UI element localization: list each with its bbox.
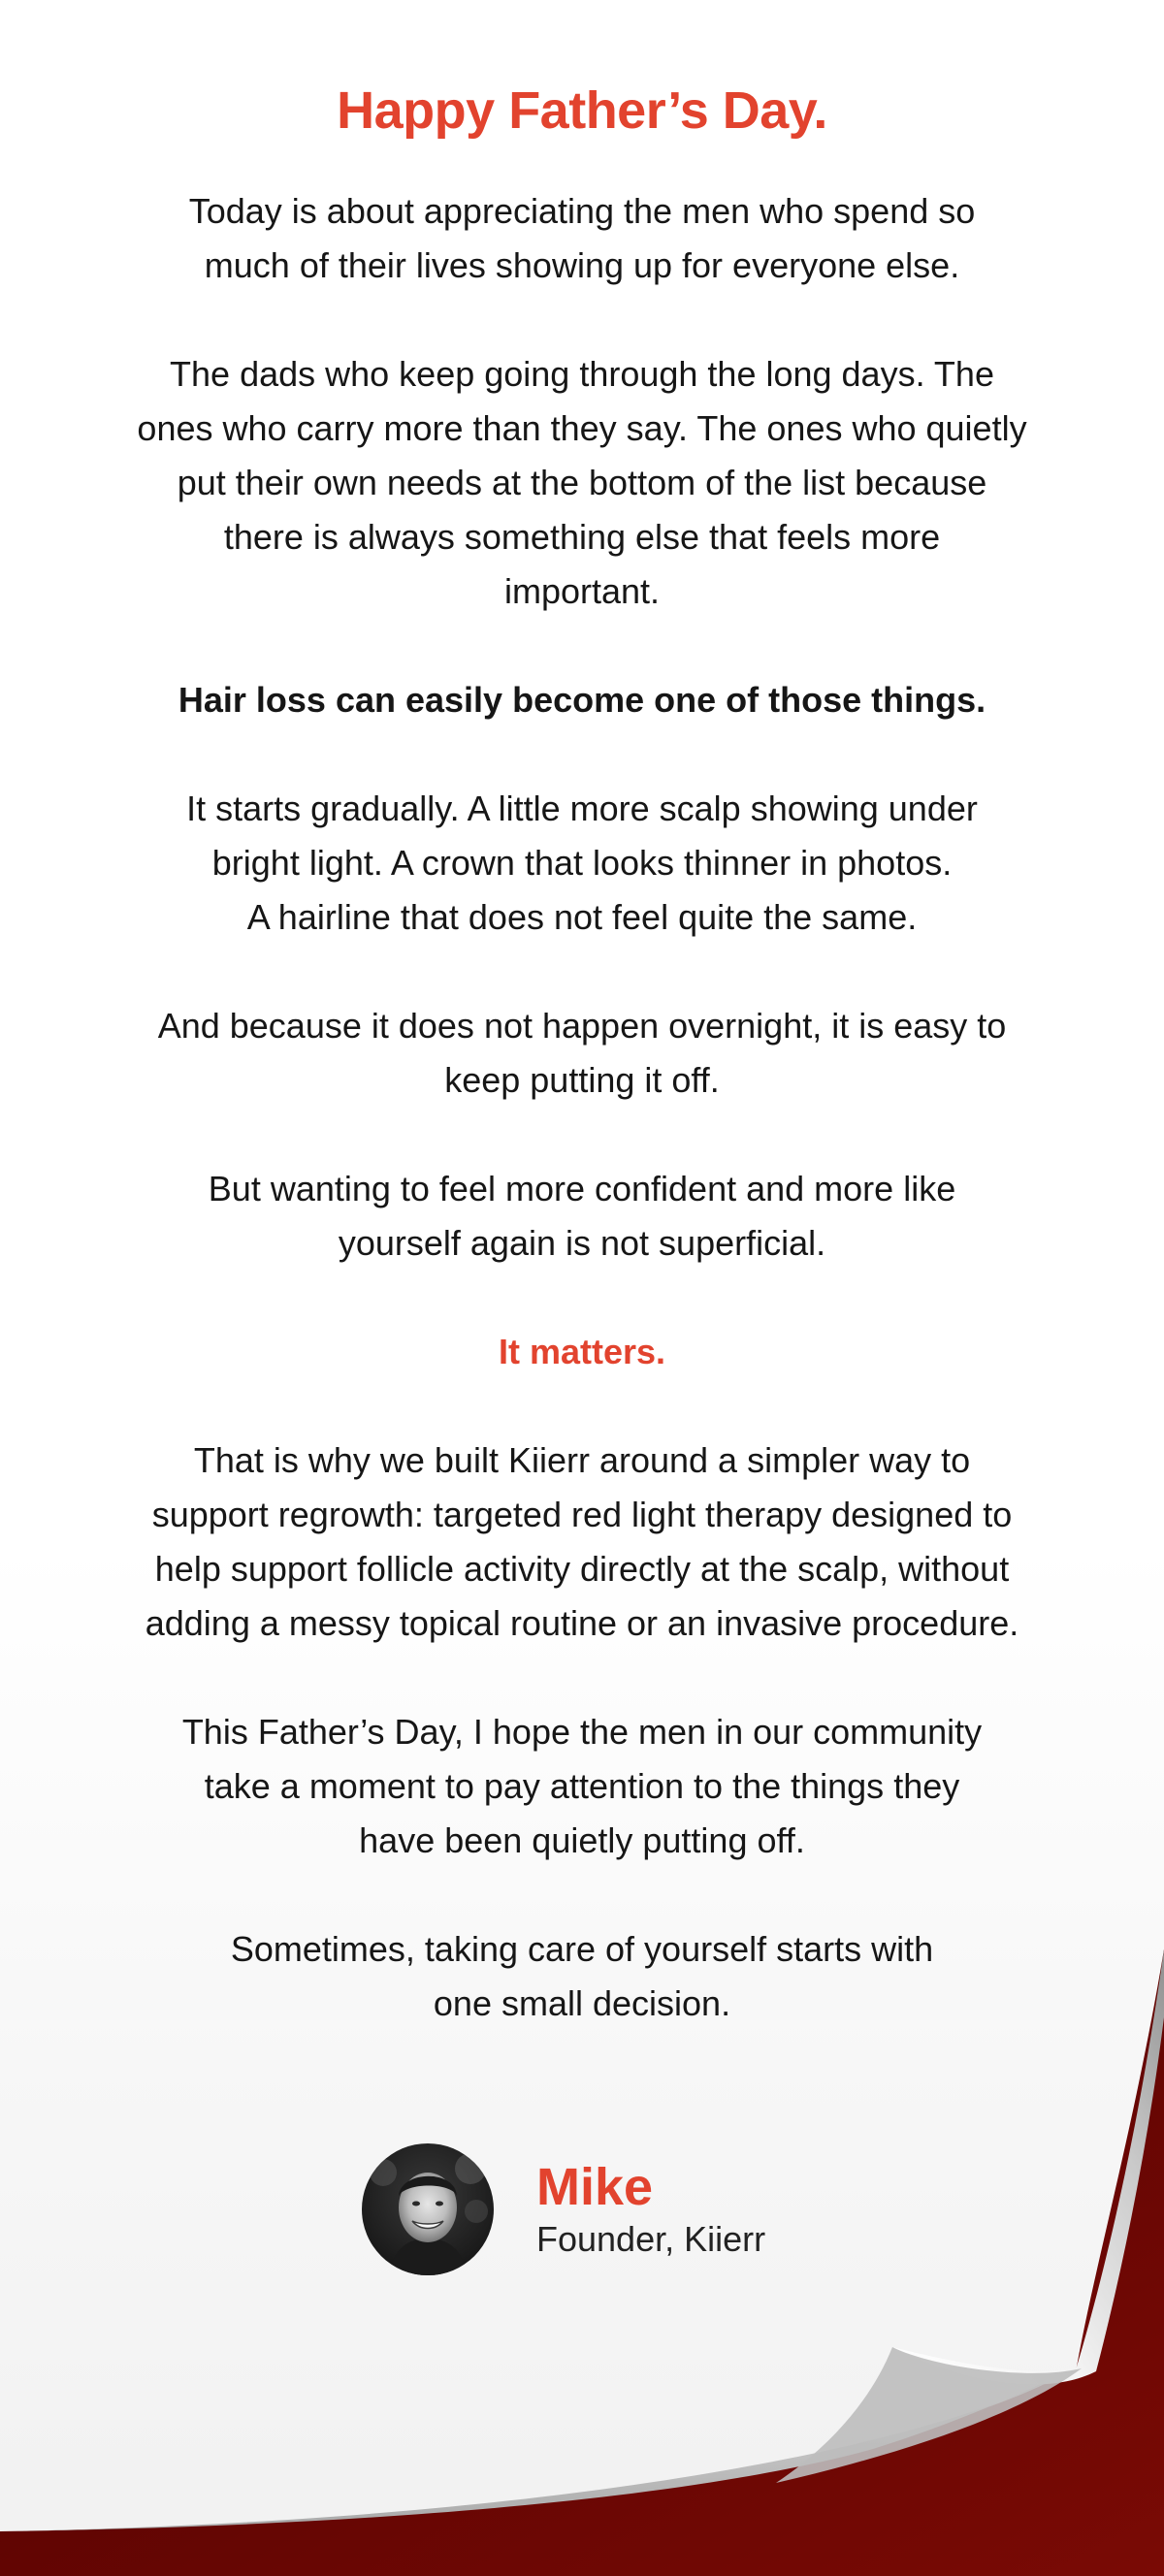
signature-role: Founder, Kiierr xyxy=(536,2219,766,2259)
signature-block xyxy=(362,2141,765,2277)
paragraph-kiierr: That is why we built Kiierr around a simpler way to support regrowth: targeted red light therapy designed to help support follicle activity directly at the scalp, without adding a messy topical routine or an invasive procedure. xyxy=(145,1440,1019,1643)
paragraph-putting-off: And because it does not happen overnight, it is easy to keep putting it off. xyxy=(157,1006,1007,1100)
paragraph-it-matters: It matters. xyxy=(498,1332,666,1371)
paragraph-dads: The dads who keep going through the long days. The ones who carry more than they say. The ones who quietly put their own needs at the bottom of the list because there is always something else that feels more important. xyxy=(137,354,1027,611)
founder-portrait-photo-icon xyxy=(362,2143,494,2275)
paragraph-gradual: It starts gradually. A little more scalp showing under bright light. A crown that looks thinner in photos. A hairline that does not feel quite the same. xyxy=(186,789,978,937)
paragraph-intro: Today is about appreciating the men who spend so much of their lives showing up for everyone else. xyxy=(188,191,976,285)
paragraph-confidence: But wanting to feel more confident and more like yourself again is not superficial. xyxy=(208,1169,956,1263)
signature-text xyxy=(536,2157,765,2262)
avatar xyxy=(362,2143,494,2275)
letter-body xyxy=(97,76,1067,2085)
paragraph-hair-loss-statement: Hair loss can easily become one of those things. xyxy=(178,680,986,720)
paragraph-fathers-day-hope: This Father’s Day, I hope the men in our community take a moment to pay attention to the things they have been quietly putting off. xyxy=(181,1712,983,1860)
signature-name: Mike xyxy=(536,2158,654,2216)
headline: Happy Father’s Day. xyxy=(337,81,827,140)
paragraph-closing: Sometimes, taking care of yourself starts with one small decision. xyxy=(230,1929,934,2023)
